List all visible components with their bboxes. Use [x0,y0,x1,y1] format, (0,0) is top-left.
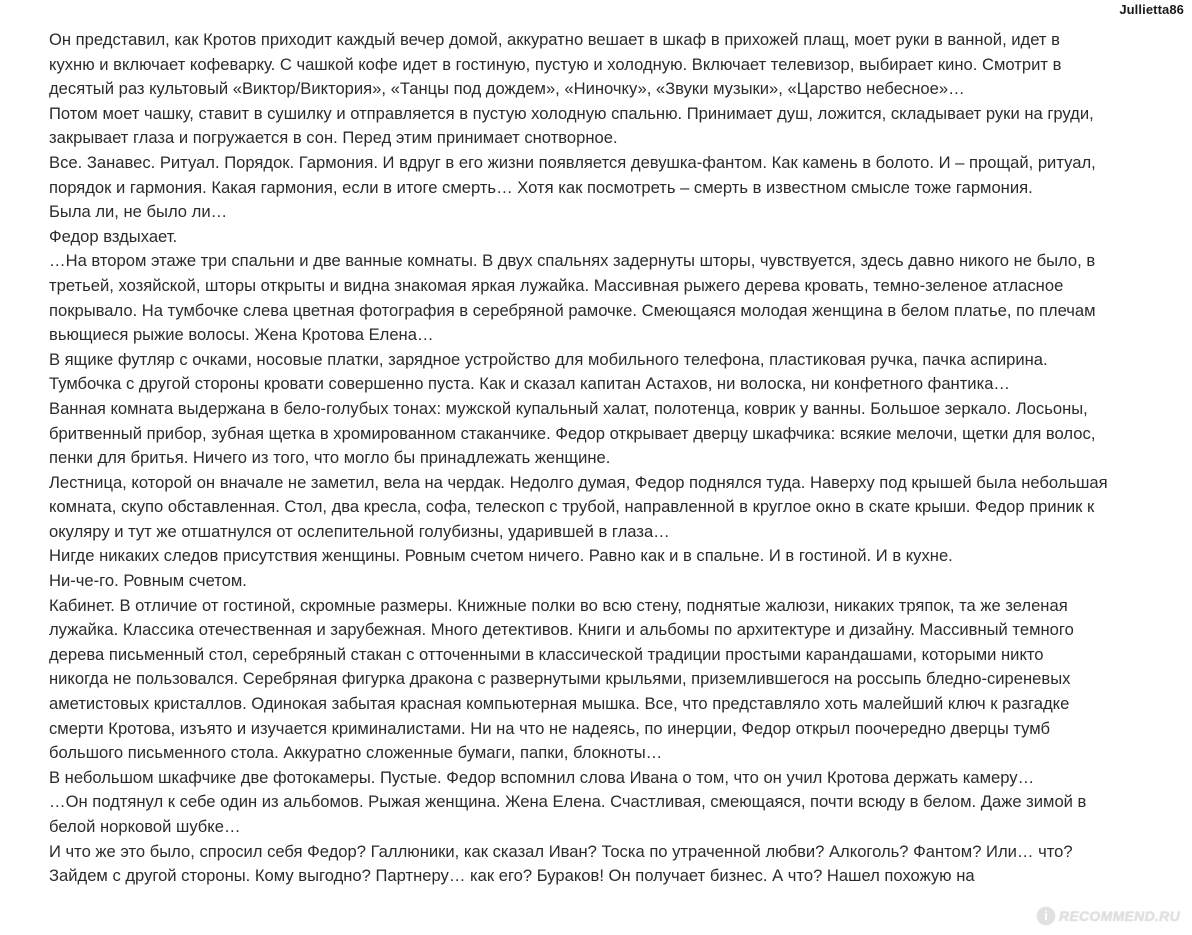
paragraph: В ящике футляр с очками, носовые платки, зарядное устройство для мобильного телефона, пластиковая ручка, пачка аспирина. [49,349,1048,369]
site-watermark [1037,907,1180,925]
author-username[interactable]: Jullietta86 [1119,2,1184,17]
paragraph: Была ли, не было ли… [49,202,228,222]
paragraph: Лестница, которой он вначале не заметил, вела на чердак. Недолго думая, Федор поднялся туда. Наверху под крышей была небольшая комната, скупо обставленная. Стол, два кресла, софа, телескоп с трубой, направленной в круглое окно в скате крыши. Федор приник к окуляру и тут же отшатнулся от ослепительной голубизны, ударившей в глаза… [49,472,1108,541]
paragraph: Он представил, как Кротов приходит каждый вечер домой, аккуратно вешает в шкаф в прихожей плащ, моет руки в ванной, идет в кухню и включает кофеварку. С чашкой кофе идет в гостиную, пустую и холодную. Включает телевизор, выбирает кино. Смотрит в десятый раз культовый «Виктор/Виктория», «Танцы под дождем», «Ниночку», «Звуки музыки», «Царство небесное»… [49,30,1062,99]
paragraph: И что же это было, спросил себя Федор? Галлюники, как сказал Иван? Тоска по утраченной любви? Алкоголь? Фантом? Или… что? Зайдем с другой стороны. Кому выгодно? Партнеру… как его? Бураков! Он получает бизнес. А что? Нашел похожую на [49,841,1073,886]
paragraph: Ванная комната выдержана в бело-голубых тонах: мужской купальный халат, полотенца, коврик у ванны. Большое зеркало. Лосьоны, бритвенный прибор, зубная щетка в хромированном стаканчике. Федор открывает дверцу шкафчика: всякие мелочи, щетки для волос, пенки для бритья. Ничего из того, что могло бы принадлежать женщине. [49,398,1096,468]
paragraph: Потом моет чашку, ставит в сушилку и отправляется в пустую холодную спальню. Принимает душ, ложится, складывает руки на груди, закрывает глаза и погружается в сон. Перед этим принимает снотворное. [49,103,1094,148]
paragraph: Ни-че-го. Ровным счетом. [49,571,247,591]
recommend-logo-icon: i [1037,907,1055,925]
paragraph: Тумбочка с другой стороны кровати совершенно пуста. Как и сказал капитан Астахов, ни волоска, ни конфетного фантика… [49,374,1011,394]
review-text [49,28,1159,889]
paragraph: В небольшом шкафчике две фотокамеры. Пустые. Федор вспомнил слова Ивана о том, что он учил Кротова держать камеру… [49,767,1035,787]
watermark-text: RECOMMEND.RU [1058,908,1180,924]
paragraph: Федор вздыхает. [49,226,178,246]
paragraph: …На втором этаже три спальни и две ванные комнаты. В двух спальнях задернуты шторы, чувствуется, здесь давно никого не было, в третьей, хозяйской, шторы открыты и видна знакомая яркая лужайка. Массивная рыжего дерева кровать, темно-зеленое атласное покрывало. На тумбочке слева цветная фотография в серебряной рамочке. Смеющаяся молодая женщина в белом платье, по плечам вьющиеся рыжие волосы. Жена Кротова Елена… [49,251,1096,345]
paragraph: Кабинет. В отличие от гостиной, скромные размеры. Книжные полки во всю стену, поднятые жалюзи, никаких тряпок, та же зеленая лужайка. Классика отечественная и зарубежная. Много детективов. Книги и альбомы по архитектуре и дизайну. Массивный темного дерева письменный стол, серебряный стакан с отточенными в классической традиции простыми карандашами, которыми никто никогда не пользовался. Серебряная фигурка дракона с развернутыми крыльями, приземлившегося на россыпь бледно-сиреневых аметистовых кристаллов. Одинокая забытая красная компьютерная мышка. Все, что представляло хоть малейший ключ к разгадке смерти Кротова, изъято и изучается криминалистами. Ни на что не надеясь, по инерции, Федор открыл поочередно дверцы тумб большого письменного стола. Аккуратно сложенные бумаги, папки, блокноты… [49,595,1074,763]
paragraph: …Он подтянул к себе один из альбомов. Рыжая женщина. Жена Елена. Счастливая, смеющаяся, почти всюду в белом. Даже зимой в белой норковой шубке… [49,792,1087,836]
paragraph: Нигде никаких следов присутствия женщины. Ровным счетом ничего. Равно как и в спальне. И в гостиной. И в кухне. [49,546,953,566]
paragraph: Все. Занавес. Ритуал. Порядок. Гармония. И вдруг в его жизни появляется девушка-фантом. Как камень в болото. И – прощай, ритуал, порядок и гармония. Какая гармония, если в итоге смерть… Хотя как посмотреть – смерть в известном смысле тоже гармония. [49,152,1096,197]
